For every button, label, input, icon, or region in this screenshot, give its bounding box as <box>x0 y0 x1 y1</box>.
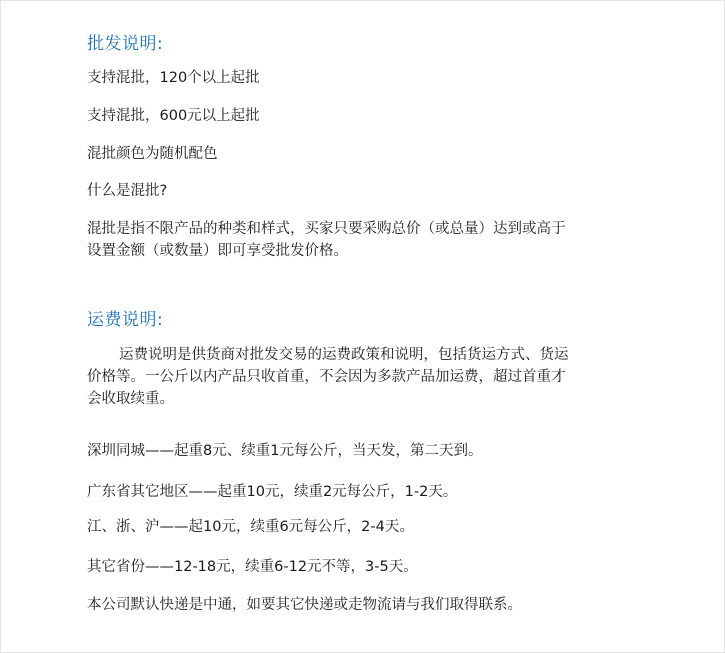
wholesale-definition <box>87 218 647 262</box>
shipping-intro <box>87 344 647 410</box>
shipping-intro-line-2: 价格等。一公斤以内产品只收首重，不会因为多款产品加运费，超过首重才 <box>87 369 566 385</box>
shipping-item-4: 其它省份——12-18元，续重6-12元不等，3-5天。 <box>87 559 418 575</box>
wholesale-heading: 批发说明: <box>87 34 164 54</box>
wholesale-item-3: 混批颜色为随机配色 <box>87 146 218 162</box>
shipping-heading: 运费说明: <box>87 310 164 330</box>
shipping-item-1: 深圳同城——起重8元、续重1元每公斤，当天发，第二天到。 <box>87 443 483 459</box>
shipping-intro-line-1: 运费说明是供货商对批发交易的运费政策和说明，包括货运方式、货运 <box>119 347 569 363</box>
shipping-item-5: 本公司默认快递是中通，如要其它快递或走物流请与我们取得联系。 <box>87 597 522 613</box>
wholesale-item-1: 支持混批，120个以上起批 <box>87 70 260 86</box>
shipping-item-2: 广东省其它地区——起重10元，续重2元每公斤，1-2天。 <box>87 484 458 500</box>
wholesale-definition-line-2: 设置金额（或数量）即可享受批发价格。 <box>87 243 348 259</box>
wholesale-definition-line-1: 混批是指不限产品的种类和样式，买家只要采购总价（或总量）达到或高于 <box>87 221 566 237</box>
wholesale-item-2: 支持混批，600元以上起批 <box>87 108 260 124</box>
wholesale-item-4: 什么是混批? <box>87 183 168 199</box>
shipping-intro-line-3: 会收取续重。 <box>87 391 174 407</box>
shipping-item-3: 江、浙、沪——起10元，续重6元每公斤，2-4天。 <box>87 519 414 535</box>
